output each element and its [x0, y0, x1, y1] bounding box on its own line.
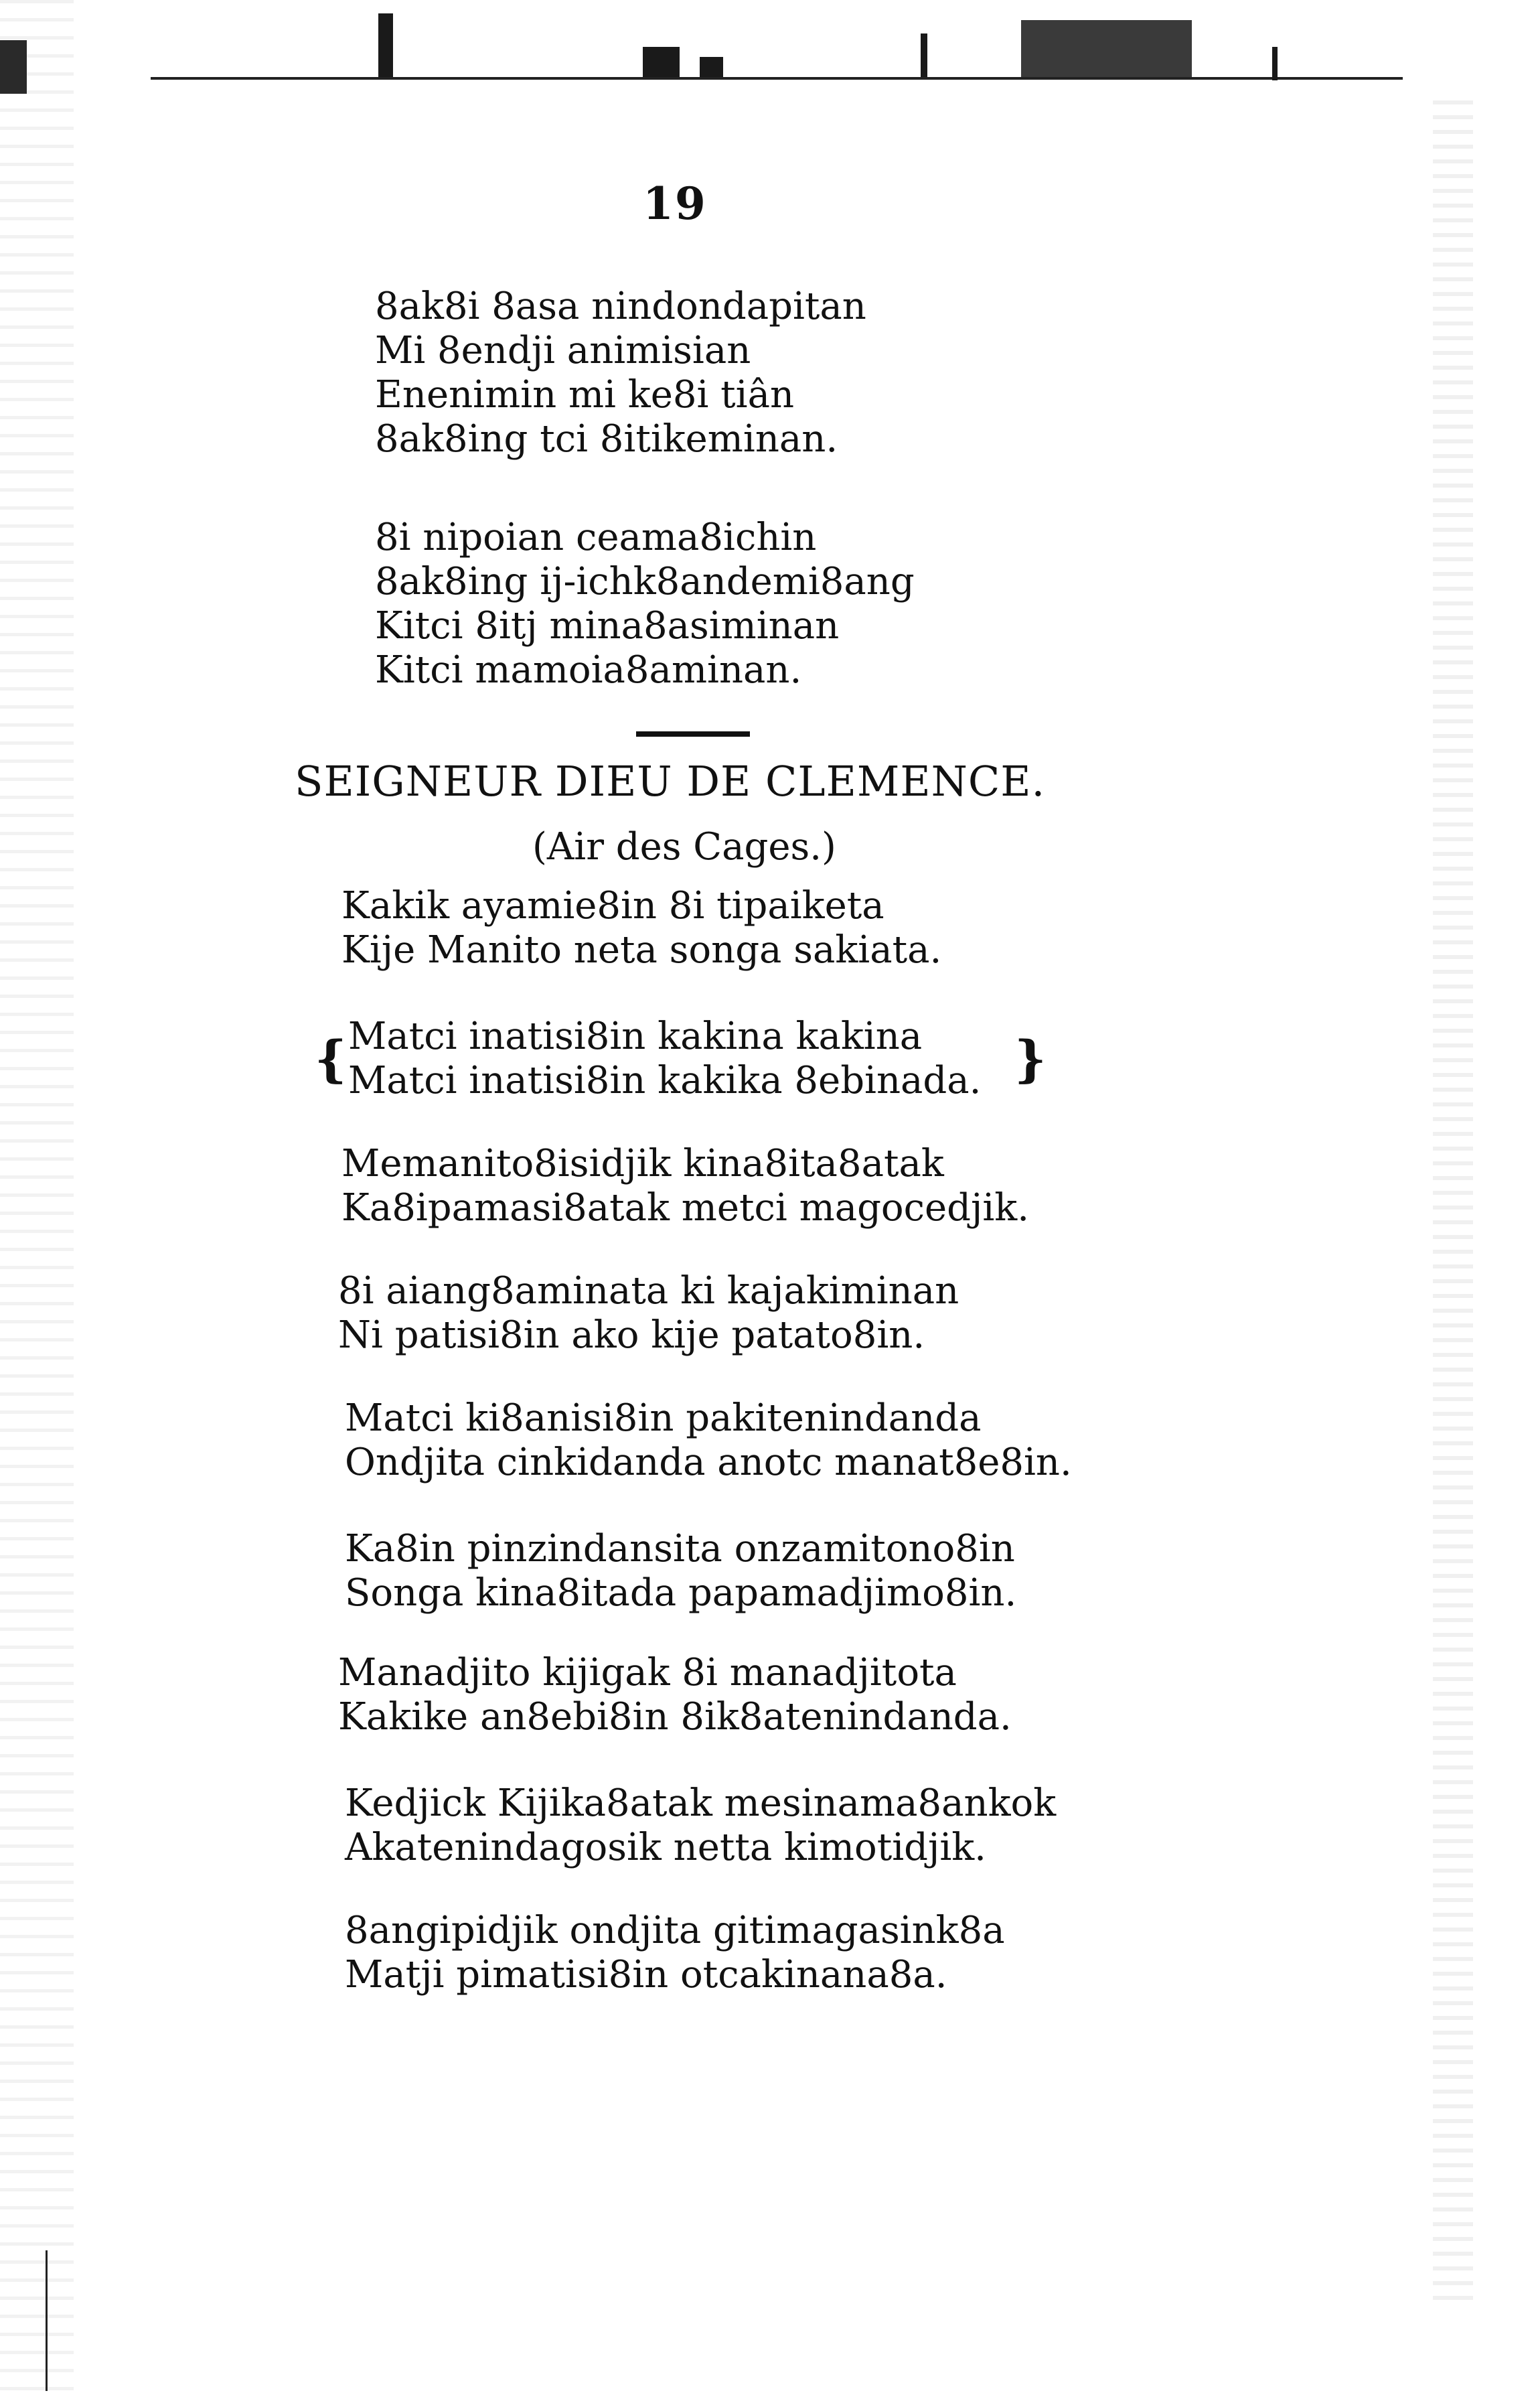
verse-line: Kakik ayamie8in 8i tipaiketa: [341, 884, 884, 928]
stanza-top-2: [375, 516, 915, 693]
scan-mark: [1021, 20, 1192, 77]
hymn-stanza-7: [345, 1782, 1056, 1870]
scan-edge-left: [0, 0, 74, 2393]
verse-line: Kedjick Kijika8atak mesinama8ankok: [345, 1782, 1057, 1825]
verse-line: Matji pimatisi8in otcakinana8a.: [345, 1953, 947, 1997]
hymn-tune: (Air des Cages.): [532, 825, 836, 869]
verse-line: Matci inatisi8in kakika 8ebinada.: [348, 1059, 982, 1102]
verse-line: Matci ki8anisi8in pakitenindanda: [345, 1396, 982, 1440]
verse-line: Mi 8endji animisian: [375, 329, 751, 372]
verse-line: 8angipidjik ondjita gitimagasink8a: [345, 1909, 1005, 1952]
verse-line: Ka8in pinzindansita onzamitono8in: [345, 1527, 1015, 1571]
scan-mark: [643, 47, 680, 77]
brace-right: }: [1014, 1031, 1047, 1088]
scan-mark: [378, 13, 393, 77]
hymn-title: SEIGNEUR DIEU DE CLEMENCE.: [295, 757, 1046, 806]
verse-line: 8i nipoian ceama8ichin: [375, 516, 817, 559]
hymn-stanza-8: [345, 1909, 1005, 1997]
verse-line: Enenimin mi ke8i tiân: [375, 373, 795, 417]
hymn-stanza-1: [341, 884, 941, 972]
verse-line: 8ak8i 8asa nindondapitan: [375, 285, 866, 328]
top-scan-rule: [151, 77, 1403, 80]
verse-line: 8i aiang8aminata ki kajakiminan: [338, 1269, 959, 1313]
verse-line: Ni patisi8in ako kije patato8in.: [338, 1313, 925, 1357]
scan-blotch: [0, 40, 27, 94]
verse-line: 8ak8ing ij-ichk8andemi8ang: [375, 560, 915, 603]
page-number: 19: [643, 177, 707, 230]
hymn-stanza-3: [338, 1269, 959, 1358]
brace-left: {: [315, 1031, 347, 1088]
scan-mark: [1272, 47, 1278, 80]
verse-line: Ondjita cinkidanda anotc manat8e8in.: [345, 1441, 1072, 1484]
verse-line: Akatenindagosik netta kimotidjik.: [345, 1826, 986, 1869]
verse-line: Kije Manito neta songa sakiata.: [341, 928, 942, 972]
verse-line: Manadjito kijigak 8i manadjitota: [338, 1651, 957, 1694]
hymn-stanza-6: [338, 1651, 1012, 1739]
hymn-stanza-2: [341, 1142, 1029, 1230]
scan-line: [46, 2250, 48, 2391]
verse-line: Memanito8isidjik kina8ita8atak: [341, 1142, 944, 1185]
hymn-refrain: [348, 1015, 981, 1103]
hymn-stanza-5: [345, 1527, 1016, 1615]
hymn-stanza-4: [345, 1396, 1072, 1485]
section-divider: [636, 731, 750, 737]
scan-mark: [700, 57, 723, 77]
stanza-top-1: [375, 285, 866, 461]
verse-line: Ka8ipamasi8atak metci magocedjik.: [341, 1186, 1030, 1230]
scan-mark: [921, 33, 927, 77]
scan-edge-right: [1433, 100, 1473, 2311]
verse-line: Kakike an8ebi8in 8ik8atenindanda.: [338, 1695, 1012, 1739]
verse-line: Matci inatisi8in kakina kakina: [348, 1015, 923, 1058]
verse-line: 8ak8ing tci 8itikeminan.: [375, 417, 838, 461]
verse-line: Kitci mamoia8aminan.: [375, 648, 802, 692]
verse-line: Kitci 8itj mina8asiminan: [375, 604, 840, 648]
verse-line: Songa kina8itada papamadjimo8in.: [345, 1571, 1017, 1615]
